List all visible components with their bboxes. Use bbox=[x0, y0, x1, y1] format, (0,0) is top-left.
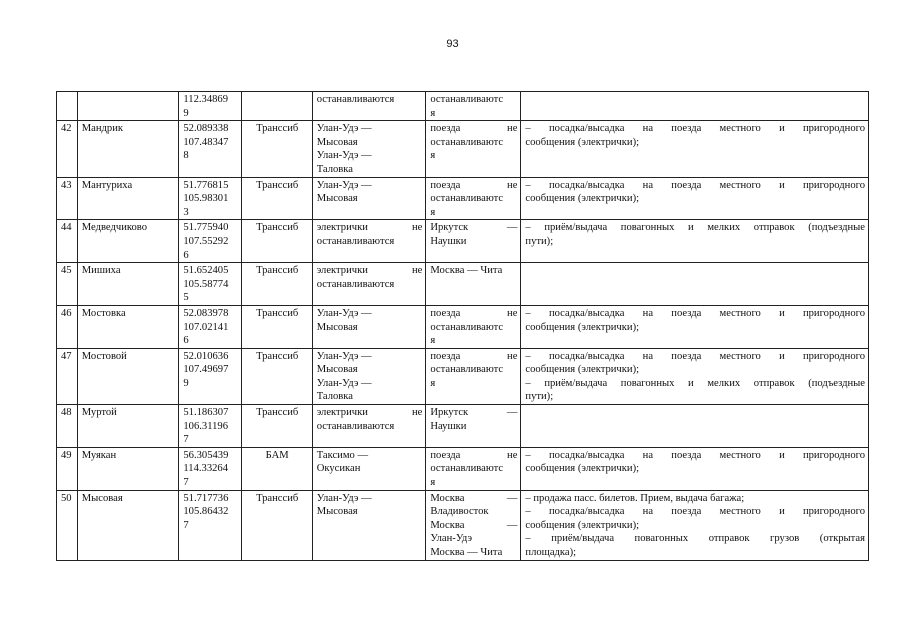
direction-line: электрички не bbox=[316, 222, 423, 234]
route-line: я bbox=[430, 377, 436, 389]
long-distance-routes bbox=[426, 121, 521, 177]
direction-line: Улан-Удэ — bbox=[316, 377, 372, 389]
route-line: поезда не bbox=[430, 179, 518, 191]
station-coordinates bbox=[179, 220, 241, 263]
operation-line: – посадка/высадка на поезда местного и пригородного bbox=[525, 179, 865, 191]
route-line: Иркутск — bbox=[430, 407, 518, 419]
row-number: 50 bbox=[57, 490, 78, 560]
coordinate-line: 112.34869 bbox=[183, 94, 229, 105]
station-name: Мишиха bbox=[77, 263, 179, 306]
direction-line: Улан-Удэ — bbox=[316, 492, 372, 504]
table-row bbox=[57, 92, 869, 121]
coordinate-line: 107.55292 bbox=[183, 235, 229, 247]
direction-line: останавливаются bbox=[316, 278, 395, 290]
route-line: Москва — bbox=[430, 519, 518, 531]
table-row bbox=[57, 405, 869, 448]
station-operations bbox=[521, 263, 869, 306]
coordinate-line: 7 bbox=[183, 434, 189, 446]
station-name: Муякан bbox=[77, 447, 179, 490]
direction-line: Улан-Удэ — bbox=[316, 307, 372, 319]
coordinate-line: 107.49697 bbox=[183, 364, 229, 376]
operation-line: сообщения (электрички); bbox=[525, 364, 640, 376]
suburban-direction bbox=[312, 305, 426, 348]
coordinate-line: 106.31196 bbox=[183, 420, 229, 432]
direction-line: Мысовая bbox=[316, 506, 358, 518]
long-distance-routes bbox=[426, 177, 521, 220]
table-row bbox=[57, 220, 869, 263]
table-row bbox=[57, 348, 869, 404]
suburban-direction bbox=[312, 220, 426, 263]
coordinate-line: 56.305439 bbox=[183, 449, 229, 461]
row-number: 44 bbox=[57, 220, 78, 263]
route-line: останавливаютс bbox=[430, 364, 504, 376]
suburban-direction bbox=[312, 177, 426, 220]
route-line: я bbox=[430, 107, 436, 119]
suburban-direction bbox=[312, 405, 426, 448]
station-name: Муртой bbox=[77, 405, 179, 448]
row-number: 46 bbox=[57, 305, 78, 348]
coordinate-line: 107.02141 bbox=[183, 321, 229, 333]
direction-line: Улан-Удэ — bbox=[316, 350, 372, 362]
station-operations bbox=[521, 121, 869, 177]
route-line: останавливаютс bbox=[430, 94, 504, 105]
coordinate-line: 51.775940 bbox=[183, 222, 229, 234]
direction-line: Улан-Удэ — bbox=[316, 150, 372, 162]
row-number: 42 bbox=[57, 121, 78, 177]
railway-line: Транссиб bbox=[241, 220, 312, 263]
coordinate-line: 52.010636 bbox=[183, 350, 229, 362]
station-operations bbox=[521, 348, 869, 404]
route-line: останавливаютс bbox=[430, 193, 504, 205]
coordinate-line: 9 bbox=[183, 107, 189, 119]
operation-line: сообщения (электрички); bbox=[525, 193, 640, 205]
route-line: останавливаютс bbox=[430, 463, 504, 475]
station-name: Мостовка bbox=[77, 305, 179, 348]
suburban-direction bbox=[312, 121, 426, 177]
operation-line: – приём/выдача повагонных и мелких отправок (подъездные bbox=[525, 222, 865, 234]
coordinate-line: 51.717736 bbox=[183, 492, 229, 504]
railway-line: БАМ bbox=[241, 447, 312, 490]
operation-line: – посадка/высадка на поезда местного и пригородного bbox=[525, 506, 865, 518]
route-line: Улан-Удэ bbox=[430, 533, 473, 545]
direction-line: Мысовая bbox=[316, 364, 358, 376]
long-distance-routes bbox=[426, 305, 521, 348]
operation-line: – приём/выдача повагонных и мелких отправок (подъездные bbox=[525, 377, 865, 389]
direction-line: останавливаются bbox=[316, 420, 395, 432]
station-name: Мантуриха bbox=[77, 177, 179, 220]
route-line: Иркутск — bbox=[430, 222, 518, 234]
route-line: Наушки bbox=[430, 420, 467, 432]
long-distance-routes bbox=[426, 490, 521, 560]
route-line: останавливаютс bbox=[430, 136, 504, 148]
direction-line: останавливаются bbox=[316, 94, 395, 105]
coordinate-line: 7 bbox=[183, 477, 189, 489]
route-line: Владивосток bbox=[430, 506, 489, 518]
route-line: я bbox=[430, 206, 436, 218]
operation-line: пути); bbox=[525, 391, 554, 403]
operation-line: – посадка/высадка на поезда местного и пригородного bbox=[525, 307, 865, 319]
route-line: я bbox=[430, 477, 436, 489]
row-number: 49 bbox=[57, 447, 78, 490]
direction-line: Таловка bbox=[316, 391, 353, 403]
station-operations bbox=[521, 220, 869, 263]
route-line: поезда не bbox=[430, 449, 518, 461]
table-row bbox=[57, 305, 869, 348]
station-coordinates bbox=[179, 263, 241, 306]
operation-line: – продажа пасс. билетов. Прием, выдача багажа; bbox=[525, 492, 745, 504]
coordinate-line: 6 bbox=[183, 249, 189, 261]
station-coordinates bbox=[179, 490, 241, 560]
coordinate-line: 51.652405 bbox=[183, 265, 229, 277]
operation-line: – посадка/высадка на поезда местного и пригородного bbox=[525, 123, 865, 135]
coordinate-line: 52.083978 bbox=[183, 307, 229, 319]
suburban-direction bbox=[312, 92, 426, 121]
route-line: поезда не bbox=[430, 123, 518, 135]
row-number: 43 bbox=[57, 177, 78, 220]
direction-line: Мысовая bbox=[316, 321, 358, 333]
railway-line: Транссиб bbox=[241, 348, 312, 404]
coordinate-line: 51.776815 bbox=[183, 179, 229, 191]
station-name: Мостовой bbox=[77, 348, 179, 404]
direction-line: Таловка bbox=[316, 163, 353, 175]
railway-line: Транссиб bbox=[241, 121, 312, 177]
direction-line: Улан-Удэ — bbox=[316, 179, 372, 191]
route-line: я bbox=[430, 150, 436, 162]
station-operations bbox=[521, 92, 869, 121]
coordinate-line: 107.48347 bbox=[183, 136, 229, 148]
table-row bbox=[57, 177, 869, 220]
station-operations bbox=[521, 447, 869, 490]
operation-line: сообщения (электрички); bbox=[525, 136, 640, 148]
coordinate-line: 52.089338 bbox=[183, 123, 229, 135]
station-coordinates bbox=[179, 92, 241, 121]
suburban-direction bbox=[312, 348, 426, 404]
direction-line: Окусикан bbox=[316, 463, 361, 475]
coordinate-line: 105.86432 bbox=[183, 506, 229, 518]
table-body bbox=[57, 92, 869, 561]
operation-line: сообщения (электрички); bbox=[525, 519, 640, 531]
direction-line: электрички не bbox=[316, 407, 423, 419]
station-coordinates bbox=[179, 305, 241, 348]
route-line: Наушки bbox=[430, 235, 467, 247]
railway-line: Транссиб bbox=[241, 177, 312, 220]
coordinate-line: 105.58774 bbox=[183, 278, 229, 290]
station-name: Мандрик bbox=[77, 121, 179, 177]
station-name: Медведчиково bbox=[77, 220, 179, 263]
long-distance-routes bbox=[426, 263, 521, 306]
operation-line: сообщения (электрички); bbox=[525, 463, 640, 475]
table-row bbox=[57, 121, 869, 177]
station-operations bbox=[521, 177, 869, 220]
direction-line: Улан-Удэ — bbox=[316, 123, 372, 135]
row-number: 45 bbox=[57, 263, 78, 306]
row-number: 48 bbox=[57, 405, 78, 448]
coordinate-line: 3 bbox=[183, 206, 189, 218]
station-name bbox=[77, 92, 179, 121]
railway-line: Транссиб bbox=[241, 263, 312, 306]
route-line: Москва — bbox=[430, 492, 518, 504]
direction-line: Таксимо — bbox=[316, 449, 369, 461]
route-line: я bbox=[430, 335, 436, 347]
row-number: 47 bbox=[57, 348, 78, 404]
coordinate-line: 51.186307 bbox=[183, 407, 229, 419]
station-name: Мысовая bbox=[77, 490, 179, 560]
suburban-direction bbox=[312, 263, 426, 306]
route-line: поезда не bbox=[430, 307, 518, 319]
suburban-direction bbox=[312, 490, 426, 560]
direction-line: электрички не bbox=[316, 265, 423, 277]
route-line: Москва — Чита bbox=[430, 547, 503, 558]
long-distance-routes bbox=[426, 348, 521, 404]
direction-line: Мысовая bbox=[316, 136, 358, 148]
coordinate-line: 7 bbox=[183, 519, 189, 531]
table-row bbox=[57, 490, 869, 560]
route-line: Москва — Чита bbox=[430, 265, 503, 277]
route-line: останавливаютс bbox=[430, 321, 504, 333]
station-coordinates bbox=[179, 405, 241, 448]
station-operations bbox=[521, 405, 869, 448]
table-row bbox=[57, 263, 869, 306]
railway-line bbox=[241, 92, 312, 121]
station-coordinates bbox=[179, 348, 241, 404]
long-distance-routes bbox=[426, 447, 521, 490]
station-coordinates bbox=[179, 177, 241, 220]
operation-line: площадка); bbox=[525, 547, 577, 558]
page-number: 93 bbox=[446, 38, 459, 50]
operation-line: сообщения (электрички); bbox=[525, 321, 640, 333]
operation-line: пути); bbox=[525, 235, 554, 247]
table-row bbox=[57, 447, 869, 490]
direction-line: Мысовая bbox=[316, 193, 358, 205]
coordinate-line: 6 bbox=[183, 335, 189, 347]
long-distance-routes bbox=[426, 405, 521, 448]
coordinate-line: 105.98301 bbox=[183, 193, 229, 205]
railway-line: Транссиб bbox=[241, 305, 312, 348]
coordinate-line: 8 bbox=[183, 150, 189, 162]
coordinate-line: 5 bbox=[183, 292, 189, 304]
row-number bbox=[57, 92, 78, 121]
coordinate-line: 114.33264 bbox=[183, 463, 229, 475]
operation-line: – посадка/высадка на поезда местного и пригородного bbox=[525, 350, 865, 362]
railway-line: Транссиб bbox=[241, 490, 312, 560]
railway-line: Транссиб bbox=[241, 405, 312, 448]
station-operations bbox=[521, 305, 869, 348]
operation-line: – посадка/высадка на поезда местного и пригородного bbox=[525, 449, 865, 461]
long-distance-routes bbox=[426, 92, 521, 121]
operation-line: – приём/выдача повагонных отправок грузов (открытая bbox=[525, 533, 865, 545]
route-line: поезда не bbox=[430, 350, 518, 362]
long-distance-routes bbox=[426, 220, 521, 263]
stations-table bbox=[56, 91, 869, 561]
direction-line: останавливаются bbox=[316, 235, 395, 247]
station-coordinates bbox=[179, 447, 241, 490]
coordinate-line: 9 bbox=[183, 377, 189, 389]
station-coordinates bbox=[179, 121, 241, 177]
station-operations bbox=[521, 490, 869, 560]
suburban-direction bbox=[312, 447, 426, 490]
